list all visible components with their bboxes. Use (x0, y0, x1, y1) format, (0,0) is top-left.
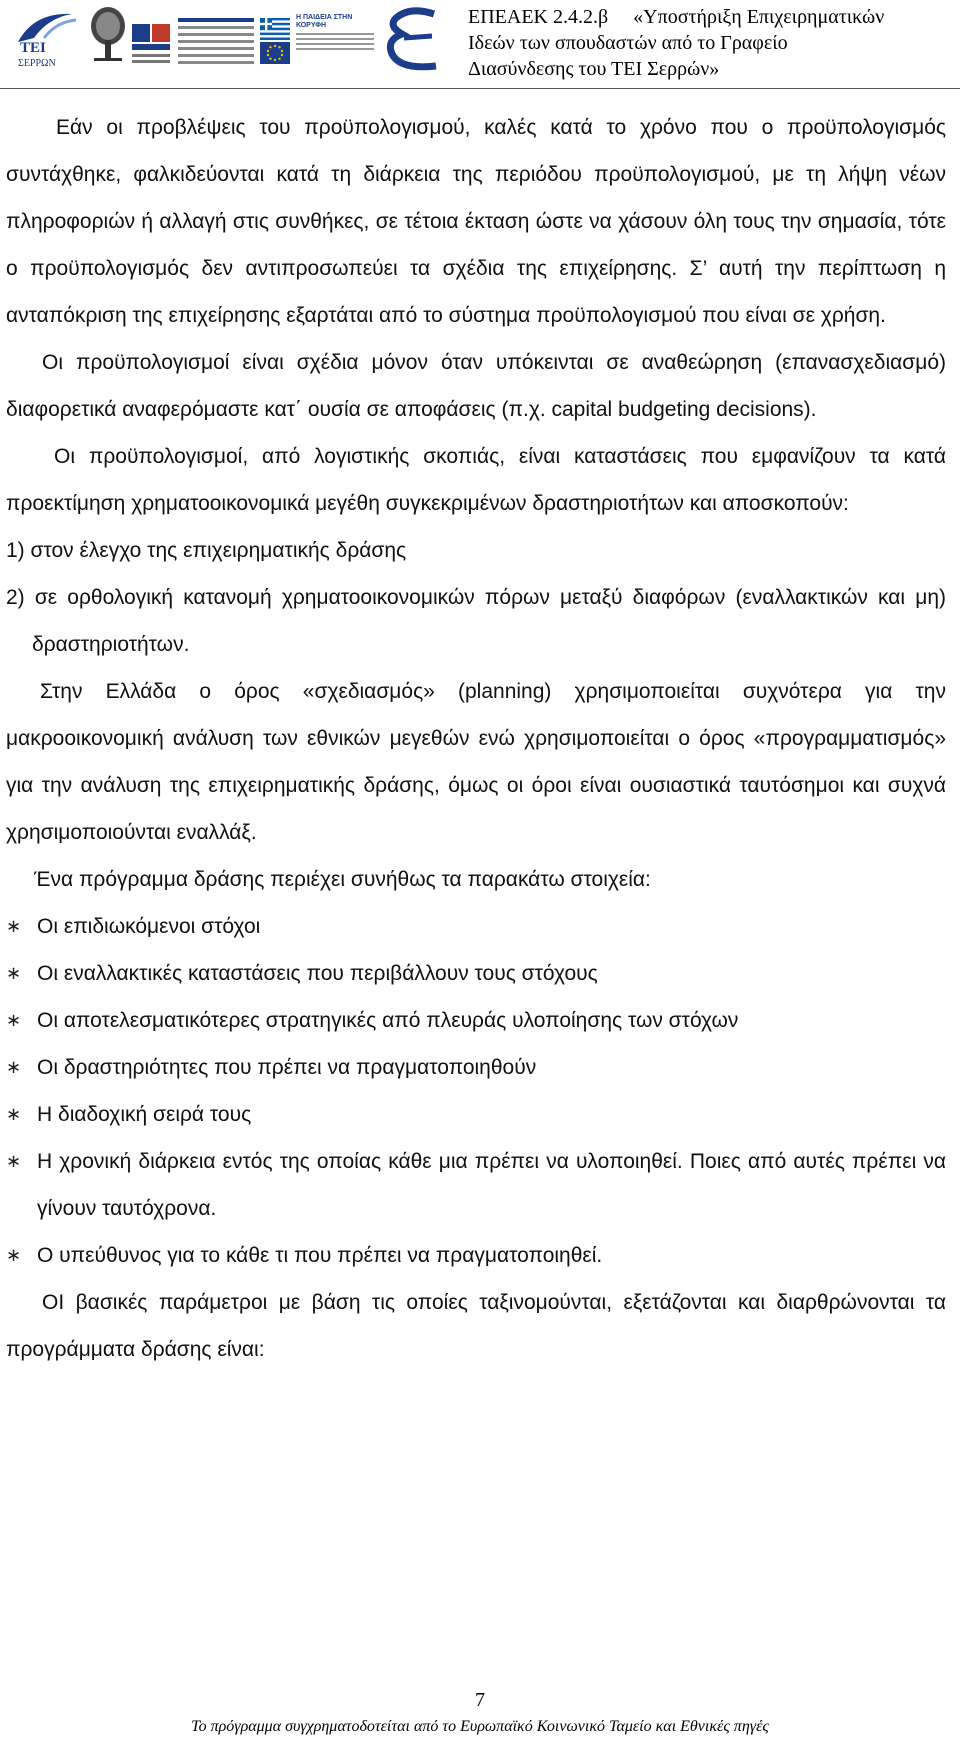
header-title-line-2: Ιδεών των σπουδαστών από το Γραφείο (468, 32, 788, 54)
footer-funding-note: Το πρόγραμμα συγχρηματοδοτείται από το Ευρωπαϊκό Κοινωνικό Ταμείο και Εθνικές πηγές (191, 1718, 769, 1735)
list-item-text: Η διαδοχική σειρά τους (37, 1103, 252, 1126)
list-item (6, 1232, 946, 1279)
document-body (6, 104, 946, 1373)
bullet-star-icon: ∗ (6, 916, 22, 936)
tree-icon (88, 4, 128, 64)
page-number: 7 (475, 1689, 485, 1711)
ministry-text-logo (178, 14, 254, 70)
header-title-line-1: ΕΠΕΑΕΚ 2.4.2.β «Υποστήριξη Επιχειρηματικών (468, 6, 885, 28)
emblem-icon (130, 20, 174, 66)
list-item-text: Οι επιδιωκόμενοι στόχοι (37, 915, 261, 938)
tei-serres-logo (14, 8, 84, 72)
greek-flag-icon (260, 18, 290, 40)
header-title-line-3: Διασύνδεσης του ΤΕΙ Σερρών» (468, 58, 720, 80)
bullet-star-icon: ∗ (6, 1151, 22, 1171)
education-logo (296, 14, 374, 70)
bullet-star-icon: ∗ (6, 1010, 22, 1030)
numbered-item-1: 1) στον έλεγχο της επιχειρηματικής δράσης (6, 539, 407, 562)
tei-logo-text: ΤΕΙ (20, 40, 46, 56)
list-item-text: Η χρονική διάρκεια εντός της οποίας κάθε μια πρέπει να υλοποιηθεί. Ποιες από αυτές πρέπει να γίνουν ταυτόχρονα. (37, 1150, 946, 1220)
paragraph-basic-parameters: ΟΙ βασικές παράμετροι με βάση τις οποίες ταξινομούνται, εξετάζονται και διαρθρώνονται τα προγράμματα δράσης είναι: (6, 1291, 946, 1361)
list-item (6, 1044, 946, 1091)
paragraph-action-program-intro: Ένα πρόγραμμα δράσης περιέχει συνήθως τα παρακάτω στοιχεία: (34, 868, 651, 891)
list-item (6, 1091, 946, 1138)
bullet-star-icon: ∗ (6, 1245, 22, 1265)
program-emblem-logo (130, 20, 174, 66)
list-item-text: Οι δραστηριότητες που πρέπει να πραγματοποιηθούν (37, 1056, 537, 1079)
numbered-item-2: 2) σε ορθολογική κατανομή χρηματοοικονομικών πόρων μεταξύ διαφόρων (εναλλακτικών και μη) δραστηριοτήτων. (6, 586, 946, 656)
epeaek-e-icon (380, 4, 452, 80)
list-item (6, 997, 946, 1044)
tree-emblem-logo (88, 4, 128, 76)
bullet-star-icon: ∗ (6, 963, 22, 983)
education-logo-title: Η ΠΑΙΔΕΙΑ ΣΤΗΝ ΚΟΡΥΦΗ (296, 14, 353, 29)
bullet-star-icon: ∗ (6, 1057, 22, 1077)
epeaek-logo (380, 4, 452, 80)
paragraph-budgets-accounting: Οι προϋπολογισμοί, από λογιστικής σκοπιάς, είναι καταστάσεις που εμφανίζουν τα κατά προεκτίμηση χρηματοοικονομικά μεγέθη συγκεκριμένων δραστηριοτήτων και αποσκοπούν: (6, 445, 946, 515)
paragraph-budget-forecasts: Εάν οι προβλέψεις του προϋπολογισμού, καλές κατά το χρόνο που ο προϋπολογισμός συντάχθηκε, φαλκιδεύονται κατά τη διάρκεια της περιόδου προϋπολογισμού, με τη λήψη νέων πληροφοριών ή αλλαγή στις συνθήκες, σε τέτοια έκταση ώστε να χάσουν όλη τους την σημασία, τότε ο προϋπολογισμός δεν αντιπροσωπεύει τα σχέδια της επιχείρησης. Σ’ αυτή την περίπτωση η ανταπόκριση της επιχείρησης εξαρτάται από το σύστημα προϋπολογισμού που είναι σε χρήση. (6, 116, 946, 327)
list-item-text: Ο υπεύθυνος για το κάθε τι που πρέπει να πραγματοποιηθεί. (37, 1244, 603, 1267)
header-title (468, 4, 954, 82)
header-logos (8, 4, 458, 80)
paragraph-budgets-as-plans: Οι προϋπολογισμοί είναι σχέδια μόνον όταν υπόκεινται σε αναθεώρηση (επανασχεδιασμό) διαφορετικά αναφερόμαστε κατ΄ ουσία σε αποφάσεις (π.χ. capital budgeting decisions). (6, 351, 946, 421)
list-item (6, 1138, 946, 1232)
page-header (0, 0, 960, 89)
bullet-star-icon: ∗ (6, 1104, 22, 1124)
paragraph-planning-greece: Στην Ελλάδα ο όρος «σχεδιασμός» (planning) χρησιμοποιείται συχνότερα για την μακροοικονομική ανάλυση των εθνικών μεγεθών ενώ χρησιμοποιείται ο όρος «προγραμματισμός» για την ανάλυση της επιχειρηματικής δράσης, όμως οι όροι είναι ουσιαστικά ταυτόσημοι και συχνά χρησιμοποιούνται εναλλάξ. (6, 680, 946, 844)
list-item (6, 903, 946, 950)
list-item (6, 950, 946, 997)
list-item-text: Οι εναλλακτικές καταστάσεις που περιβάλλουν τους στόχους (37, 962, 598, 985)
list-item-text: Οι αποτελεσματικότερες στρατηγικές από πλευράς υλοποίησης των στόχων (37, 1009, 739, 1032)
tei-logo-city: ΣΕΡΡΩΝ (18, 58, 56, 69)
eu-flag-icon (260, 42, 290, 64)
